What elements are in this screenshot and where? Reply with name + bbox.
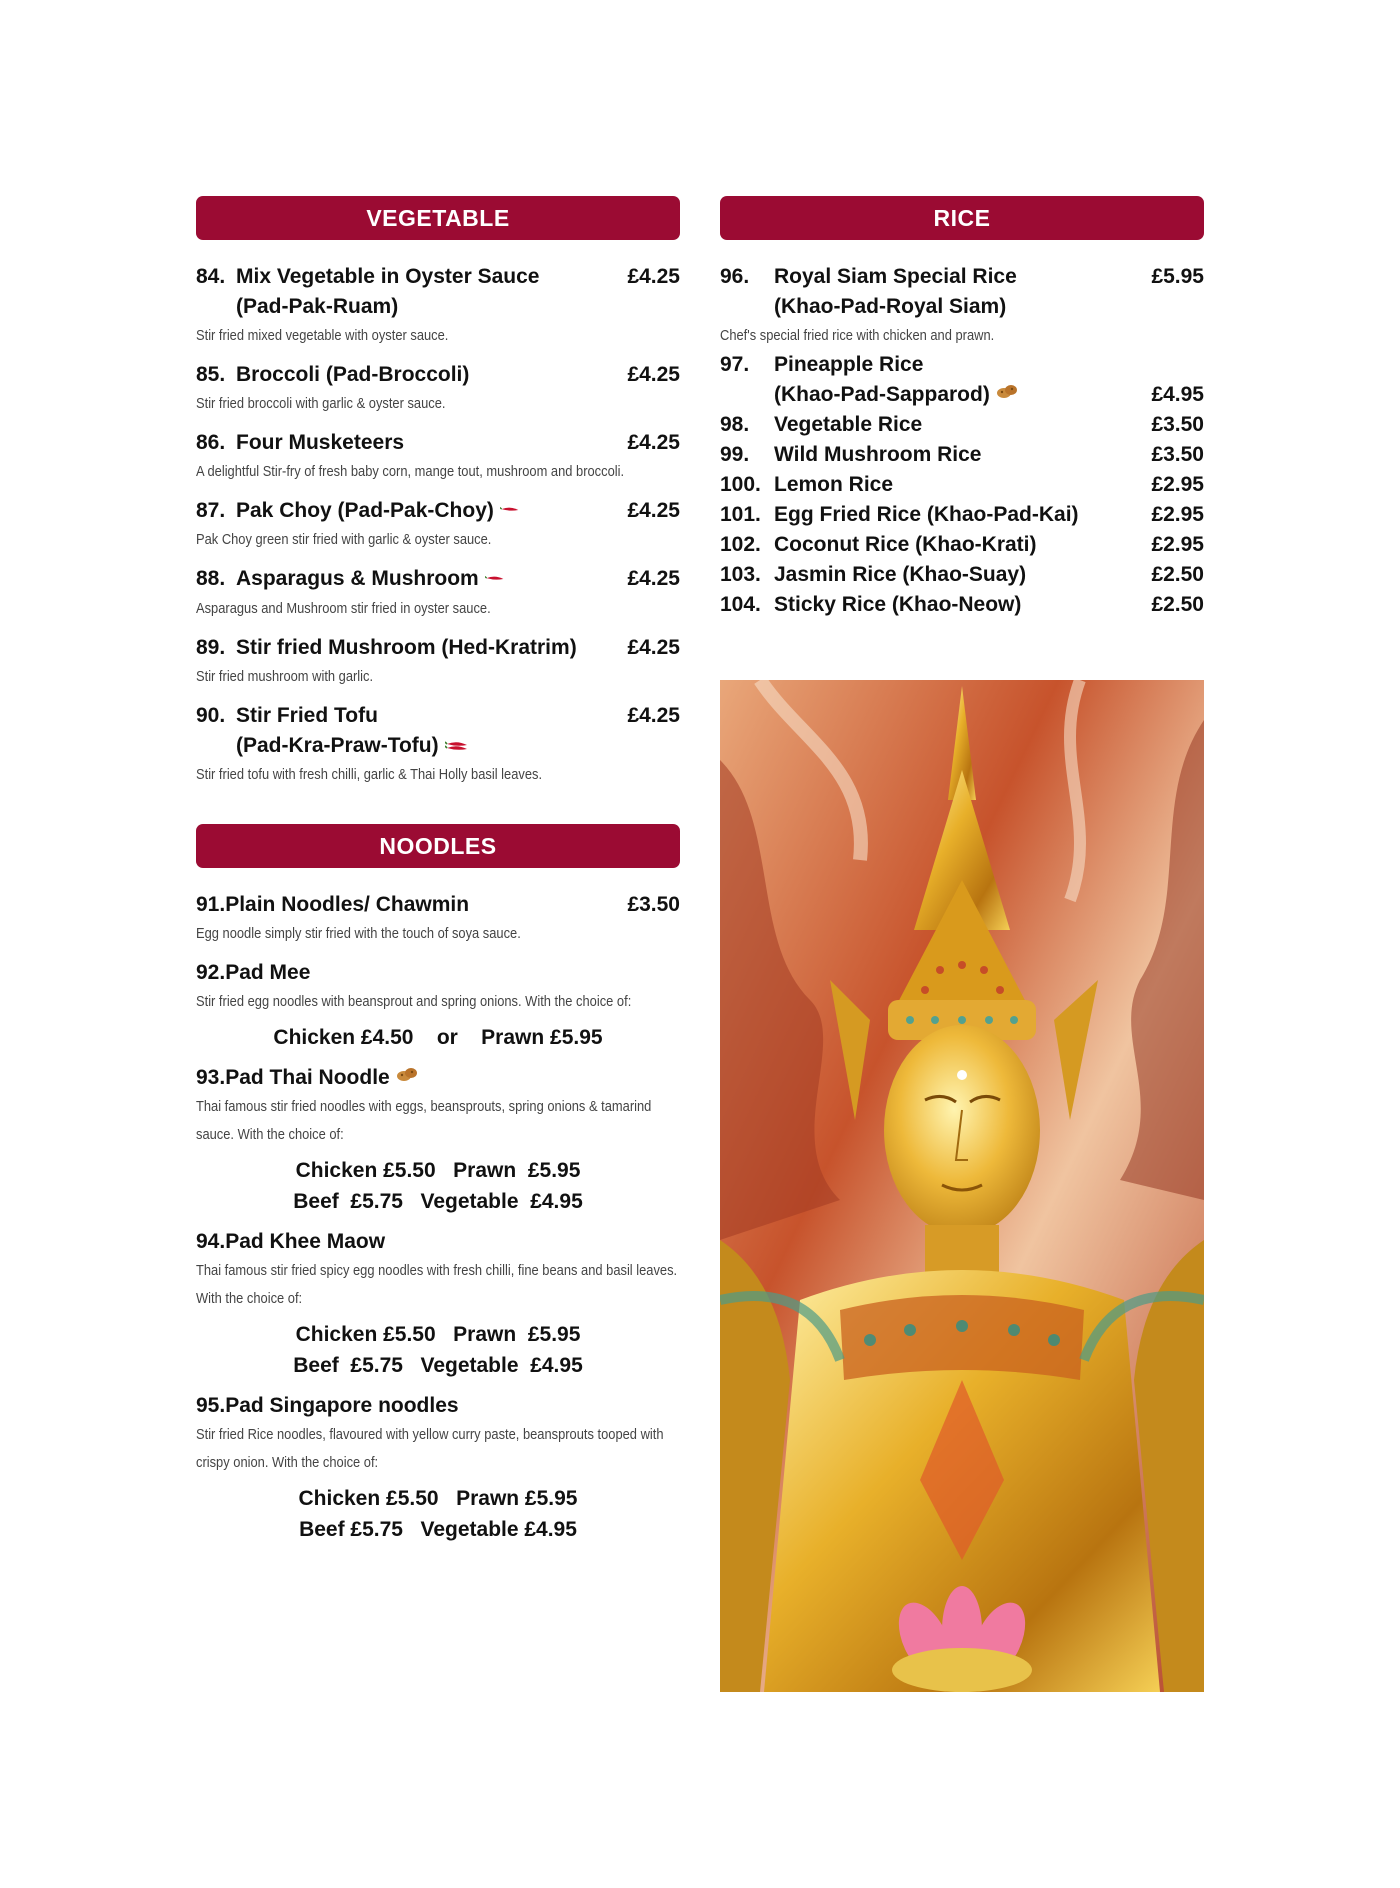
menu-item-description: Stir fried tofu with fresh chilli, garlic & Thai Holly basil leaves. bbox=[196, 766, 543, 784]
menu-item-name: Pak Choy (Pad-Pak-Choy) bbox=[236, 499, 494, 522]
menu-item-name: Stir fried Mushroom (Hed-Kratrim) bbox=[236, 635, 577, 659]
menu-item-row bbox=[196, 262, 680, 292]
menu-item-price: £2.50 bbox=[1151, 593, 1204, 617]
menu-item-name-wrap bbox=[225, 890, 622, 920]
vegetable-header bbox=[196, 196, 680, 240]
menu-item-row bbox=[720, 590, 1204, 620]
menu-item-name: Jasmin Rice (Khao-Suay) bbox=[774, 563, 1027, 587]
menu-item-name-wrap bbox=[236, 564, 622, 594]
rice-header bbox=[720, 196, 1204, 240]
menu-item-name-wrap bbox=[774, 530, 1146, 560]
menu-item-name: (Pad-Kra-Praw-Tofu) bbox=[236, 733, 439, 757]
menu-item bbox=[720, 262, 1204, 350]
menu-item-number: 98. bbox=[720, 413, 750, 437]
menu-item-name: Pad Singapore noodles bbox=[225, 1394, 459, 1418]
menu-item-number: 86. bbox=[196, 431, 226, 454]
menu-item-choices bbox=[196, 1483, 680, 1545]
menu-item-number: 84. bbox=[196, 265, 226, 288]
menu-item-row bbox=[196, 731, 680, 761]
menu-item-name-wrap bbox=[236, 731, 622, 761]
menu-item bbox=[196, 360, 680, 418]
chilli-icon bbox=[500, 496, 520, 526]
menu-item-price: £4.25 bbox=[627, 635, 680, 659]
choice-line: Beef £5.75 Vegetable £4.95 bbox=[293, 1354, 583, 1378]
menu-item bbox=[720, 530, 1204, 560]
menu-item-number: 104. bbox=[720, 593, 761, 617]
menu-item-name-wrap bbox=[236, 701, 622, 731]
menu-item bbox=[720, 410, 1204, 440]
menu-item-row bbox=[196, 958, 680, 988]
menu-item-number: 89. bbox=[196, 635, 226, 659]
menu-item-number: 85. bbox=[196, 363, 226, 386]
menu-item-name: Pad Khee Maow bbox=[225, 1230, 386, 1254]
menu-item-name: Pineapple Rice bbox=[774, 353, 924, 376]
menu-item-number: 91. bbox=[196, 893, 226, 916]
menu-item-name-wrap bbox=[774, 410, 1146, 440]
menu-item-description: Stir fried mushroom with garlic. bbox=[196, 667, 374, 685]
menu-item-row bbox=[720, 380, 1204, 410]
menu-item-name: Vegetable Rice bbox=[774, 413, 923, 437]
menu-item-row bbox=[196, 292, 680, 322]
menu-item-name: Wild Mushroom Rice bbox=[774, 443, 982, 467]
menu-item-row bbox=[720, 292, 1204, 322]
menu-item-name: Broccoli (Pad-Broccoli) bbox=[236, 363, 470, 386]
menu-item-name-wrap bbox=[236, 633, 622, 663]
choice-line: Chicken £5.50 Prawn £5.95 bbox=[295, 1159, 581, 1183]
noodles-title: NOODLES bbox=[379, 832, 497, 859]
menu-item bbox=[196, 1227, 680, 1381]
menu-item-price: £4.25 bbox=[627, 499, 680, 522]
choice-line: Chicken £5.50 Prawn £5.95 bbox=[295, 1323, 581, 1347]
menu-item bbox=[196, 1063, 680, 1217]
menu-item-name-wrap bbox=[774, 590, 1146, 620]
choice-line: Beef £5.75 Vegetable £4.95 bbox=[293, 1190, 583, 1214]
menu-item-name-wrap bbox=[236, 262, 622, 292]
menu-item-number: 100. bbox=[720, 473, 761, 497]
menu-item-description: Stir fried egg noodles with beansprout and spring onions. With the choice of: bbox=[196, 993, 632, 1010]
choice-line: Chicken £5.50 Prawn £5.95 bbox=[298, 1487, 578, 1511]
menu-item bbox=[720, 560, 1204, 590]
menu-item-row bbox=[196, 633, 680, 663]
menu-item bbox=[720, 350, 1204, 410]
menu-item-name: Pad Mee bbox=[225, 961, 311, 984]
nut-icon bbox=[996, 380, 1018, 410]
menu-item-row bbox=[720, 500, 1204, 530]
menu-item-row bbox=[196, 1227, 680, 1257]
menu-item-name: (Khao-Pad-Royal Siam) bbox=[774, 295, 1007, 318]
menu-item bbox=[196, 564, 680, 622]
menu-item-description: Thai famous stir fried spicy egg noodles with fresh chilli, fine beans and basil leaves. With the choice of: bbox=[196, 1262, 678, 1308]
menu-item-number: 90. bbox=[196, 703, 226, 727]
chilli-icon bbox=[485, 565, 505, 595]
menu-item-number: 95. bbox=[196, 1394, 226, 1418]
menu-item-number: 96. bbox=[720, 265, 750, 288]
choice-line: Beef £5.75 Vegetable £4.95 bbox=[299, 1518, 577, 1542]
menu-item-number: 99. bbox=[720, 443, 750, 467]
menu-item-name-wrap bbox=[236, 292, 622, 322]
menu-item-price: £3.50 bbox=[1151, 413, 1204, 437]
rice-title: RICE bbox=[933, 204, 991, 231]
menu-item bbox=[196, 496, 680, 554]
menu-item-name-wrap bbox=[225, 1391, 622, 1421]
menu-item-price: £5.95 bbox=[1151, 265, 1204, 288]
menu-item bbox=[720, 440, 1204, 470]
menu-item bbox=[720, 500, 1204, 530]
menu-item-description: Pak Choy green stir fried with garlic & oyster sauce. bbox=[196, 531, 492, 549]
noodles-list bbox=[196, 890, 680, 1545]
menu-item-row bbox=[196, 428, 680, 458]
menu-item-price: £2.95 bbox=[1151, 533, 1204, 557]
menu-item-row bbox=[720, 262, 1204, 292]
menu-item-row bbox=[720, 530, 1204, 560]
menu-item-row bbox=[196, 360, 680, 390]
menu-item-name-wrap bbox=[225, 958, 622, 988]
menu-item-name: Mix Vegetable in Oyster Sauce bbox=[236, 265, 540, 288]
vegetable-title: VEGETABLE bbox=[366, 204, 510, 231]
menu-item-name: Pad Thai Noodle bbox=[225, 1066, 390, 1089]
menu-item-name: Lemon Rice bbox=[774, 473, 894, 497]
menu-item-name-wrap bbox=[774, 560, 1146, 590]
menu-item-number: 101. bbox=[720, 503, 761, 527]
menu-item-price: £4.25 bbox=[627, 567, 680, 591]
menu-item-description: Asparagus and Mushroom stir fried in oyster sauce. bbox=[196, 599, 491, 617]
menu-item-name-wrap bbox=[225, 1063, 622, 1093]
menu-item-number: 88. bbox=[196, 567, 226, 591]
noodles-header bbox=[196, 824, 680, 868]
menu-item-description: Chef's special fried rice with chicken and prawn. bbox=[720, 327, 995, 344]
menu-item-name: Plain Noodles/ Chawmin bbox=[225, 893, 470, 916]
menu-item bbox=[196, 958, 680, 1053]
menu-item-name-wrap bbox=[236, 496, 622, 526]
vegetable-section bbox=[196, 196, 680, 799]
menu-item-number: 93. bbox=[196, 1066, 226, 1089]
menu-item bbox=[196, 262, 680, 350]
menu-item bbox=[196, 701, 680, 789]
menu-item-choices bbox=[196, 1022, 680, 1053]
menu-item-row bbox=[720, 440, 1204, 470]
menu-item-description: A delightful Stir-fry of fresh baby corn, mange tout, mushroom and broccoli. bbox=[196, 463, 625, 480]
menu-item-row bbox=[196, 890, 680, 920]
menu-item-choices bbox=[196, 1155, 680, 1217]
menu-item bbox=[196, 428, 680, 486]
menu-item-price: £4.25 bbox=[627, 703, 680, 727]
menu-item-name-wrap bbox=[236, 360, 622, 390]
menu-item bbox=[720, 470, 1204, 500]
menu-item-row bbox=[196, 701, 680, 731]
menu-item-row bbox=[720, 350, 1204, 380]
menu-item bbox=[720, 590, 1204, 620]
menu-item-number: 102. bbox=[720, 533, 761, 557]
menu-item-name-wrap bbox=[774, 470, 1146, 500]
menu-item-description: Stir fried mixed vegetable with oyster sauce. bbox=[196, 327, 449, 344]
menu-item-name: Stir Fried Tofu bbox=[236, 703, 378, 727]
menu-item-row bbox=[196, 496, 680, 526]
menu-item-row bbox=[196, 1391, 680, 1421]
menu-item-price: £3.50 bbox=[1151, 443, 1204, 467]
menu-item-price: £2.50 bbox=[1151, 563, 1204, 587]
menu-item-number: 103. bbox=[720, 563, 761, 587]
menu-item-choices bbox=[196, 1319, 680, 1381]
menu-item-name: (Khao-Pad-Sapparod) bbox=[774, 383, 990, 406]
menu-item-name-wrap bbox=[774, 380, 1146, 410]
menu-item-description: Stir fried Rice noodles, flavoured with yellow curry paste, beansprouts tooped with crispy onion. With the choice of: bbox=[196, 1426, 664, 1472]
menu-item-number: 92. bbox=[196, 961, 226, 984]
menu-item bbox=[196, 633, 680, 691]
menu-item bbox=[196, 1391, 680, 1545]
menu-item-name-wrap bbox=[774, 500, 1146, 530]
menu-item-price: £2.95 bbox=[1151, 473, 1204, 497]
menu-item-description: Egg noodle simply stir fried with the touch of soya sauce. bbox=[196, 925, 521, 942]
menu-item-name: Four Musketeers bbox=[236, 431, 405, 454]
menu-item-name: (Pad-Pak-Ruam) bbox=[236, 295, 399, 318]
menu-item-name-wrap bbox=[225, 1227, 622, 1257]
menu-item-name-wrap bbox=[236, 428, 622, 458]
menu-item-row bbox=[196, 564, 680, 594]
menu-item-name: Royal Siam Special Rice bbox=[774, 265, 1017, 288]
menu-item-name-wrap bbox=[774, 262, 1146, 292]
menu-item-row bbox=[720, 470, 1204, 500]
nut-icon bbox=[396, 1063, 418, 1093]
menu-item-price: £4.25 bbox=[627, 363, 680, 386]
menu-item-name-wrap bbox=[774, 350, 1146, 380]
rice-section bbox=[720, 196, 1204, 620]
noodles-section bbox=[196, 824, 680, 1555]
menu-item-description: Stir fried broccoli with garlic & oyster sauce. bbox=[196, 395, 446, 412]
choice-line: Chicken £4.50 or Prawn £5.95 bbox=[273, 1026, 603, 1049]
menu-item-number: 87. bbox=[196, 499, 226, 522]
menu-item-name-wrap bbox=[774, 292, 1146, 322]
menu-item-price: £4.95 bbox=[1151, 383, 1204, 406]
rice-list bbox=[720, 262, 1204, 620]
menu-item-price: £2.95 bbox=[1151, 503, 1204, 527]
menu-item-price: £4.25 bbox=[627, 431, 680, 454]
menu-item-name: Asparagus & Mushroom bbox=[236, 567, 479, 591]
menu-item-name: Coconut Rice (Khao-Krati) bbox=[774, 533, 1037, 557]
menu-item-row bbox=[196, 1063, 680, 1093]
two-chillies-icon bbox=[445, 731, 469, 761]
vegetable-list bbox=[196, 262, 680, 789]
menu-item-row bbox=[720, 410, 1204, 440]
menu-item-name: Egg Fried Rice (Khao-Pad-Kai) bbox=[774, 503, 1079, 527]
menu-item-name-wrap bbox=[774, 440, 1146, 470]
menu-item-description: Thai famous stir fried noodles with eggs, beansprouts, spring onions & tamarind sauce. With the choice of: bbox=[196, 1098, 652, 1144]
buddha-statue-image bbox=[720, 680, 1204, 1692]
menu-item-price: £3.50 bbox=[627, 893, 680, 916]
menu-item-name: Sticky Rice (Khao-Neow) bbox=[774, 593, 1022, 617]
menu-item-number: 97. bbox=[720, 353, 750, 376]
menu-item-row bbox=[720, 560, 1204, 590]
menu-item bbox=[196, 890, 680, 948]
menu-item-price: £4.25 bbox=[627, 265, 680, 288]
menu-item-number: 94. bbox=[196, 1230, 226, 1254]
